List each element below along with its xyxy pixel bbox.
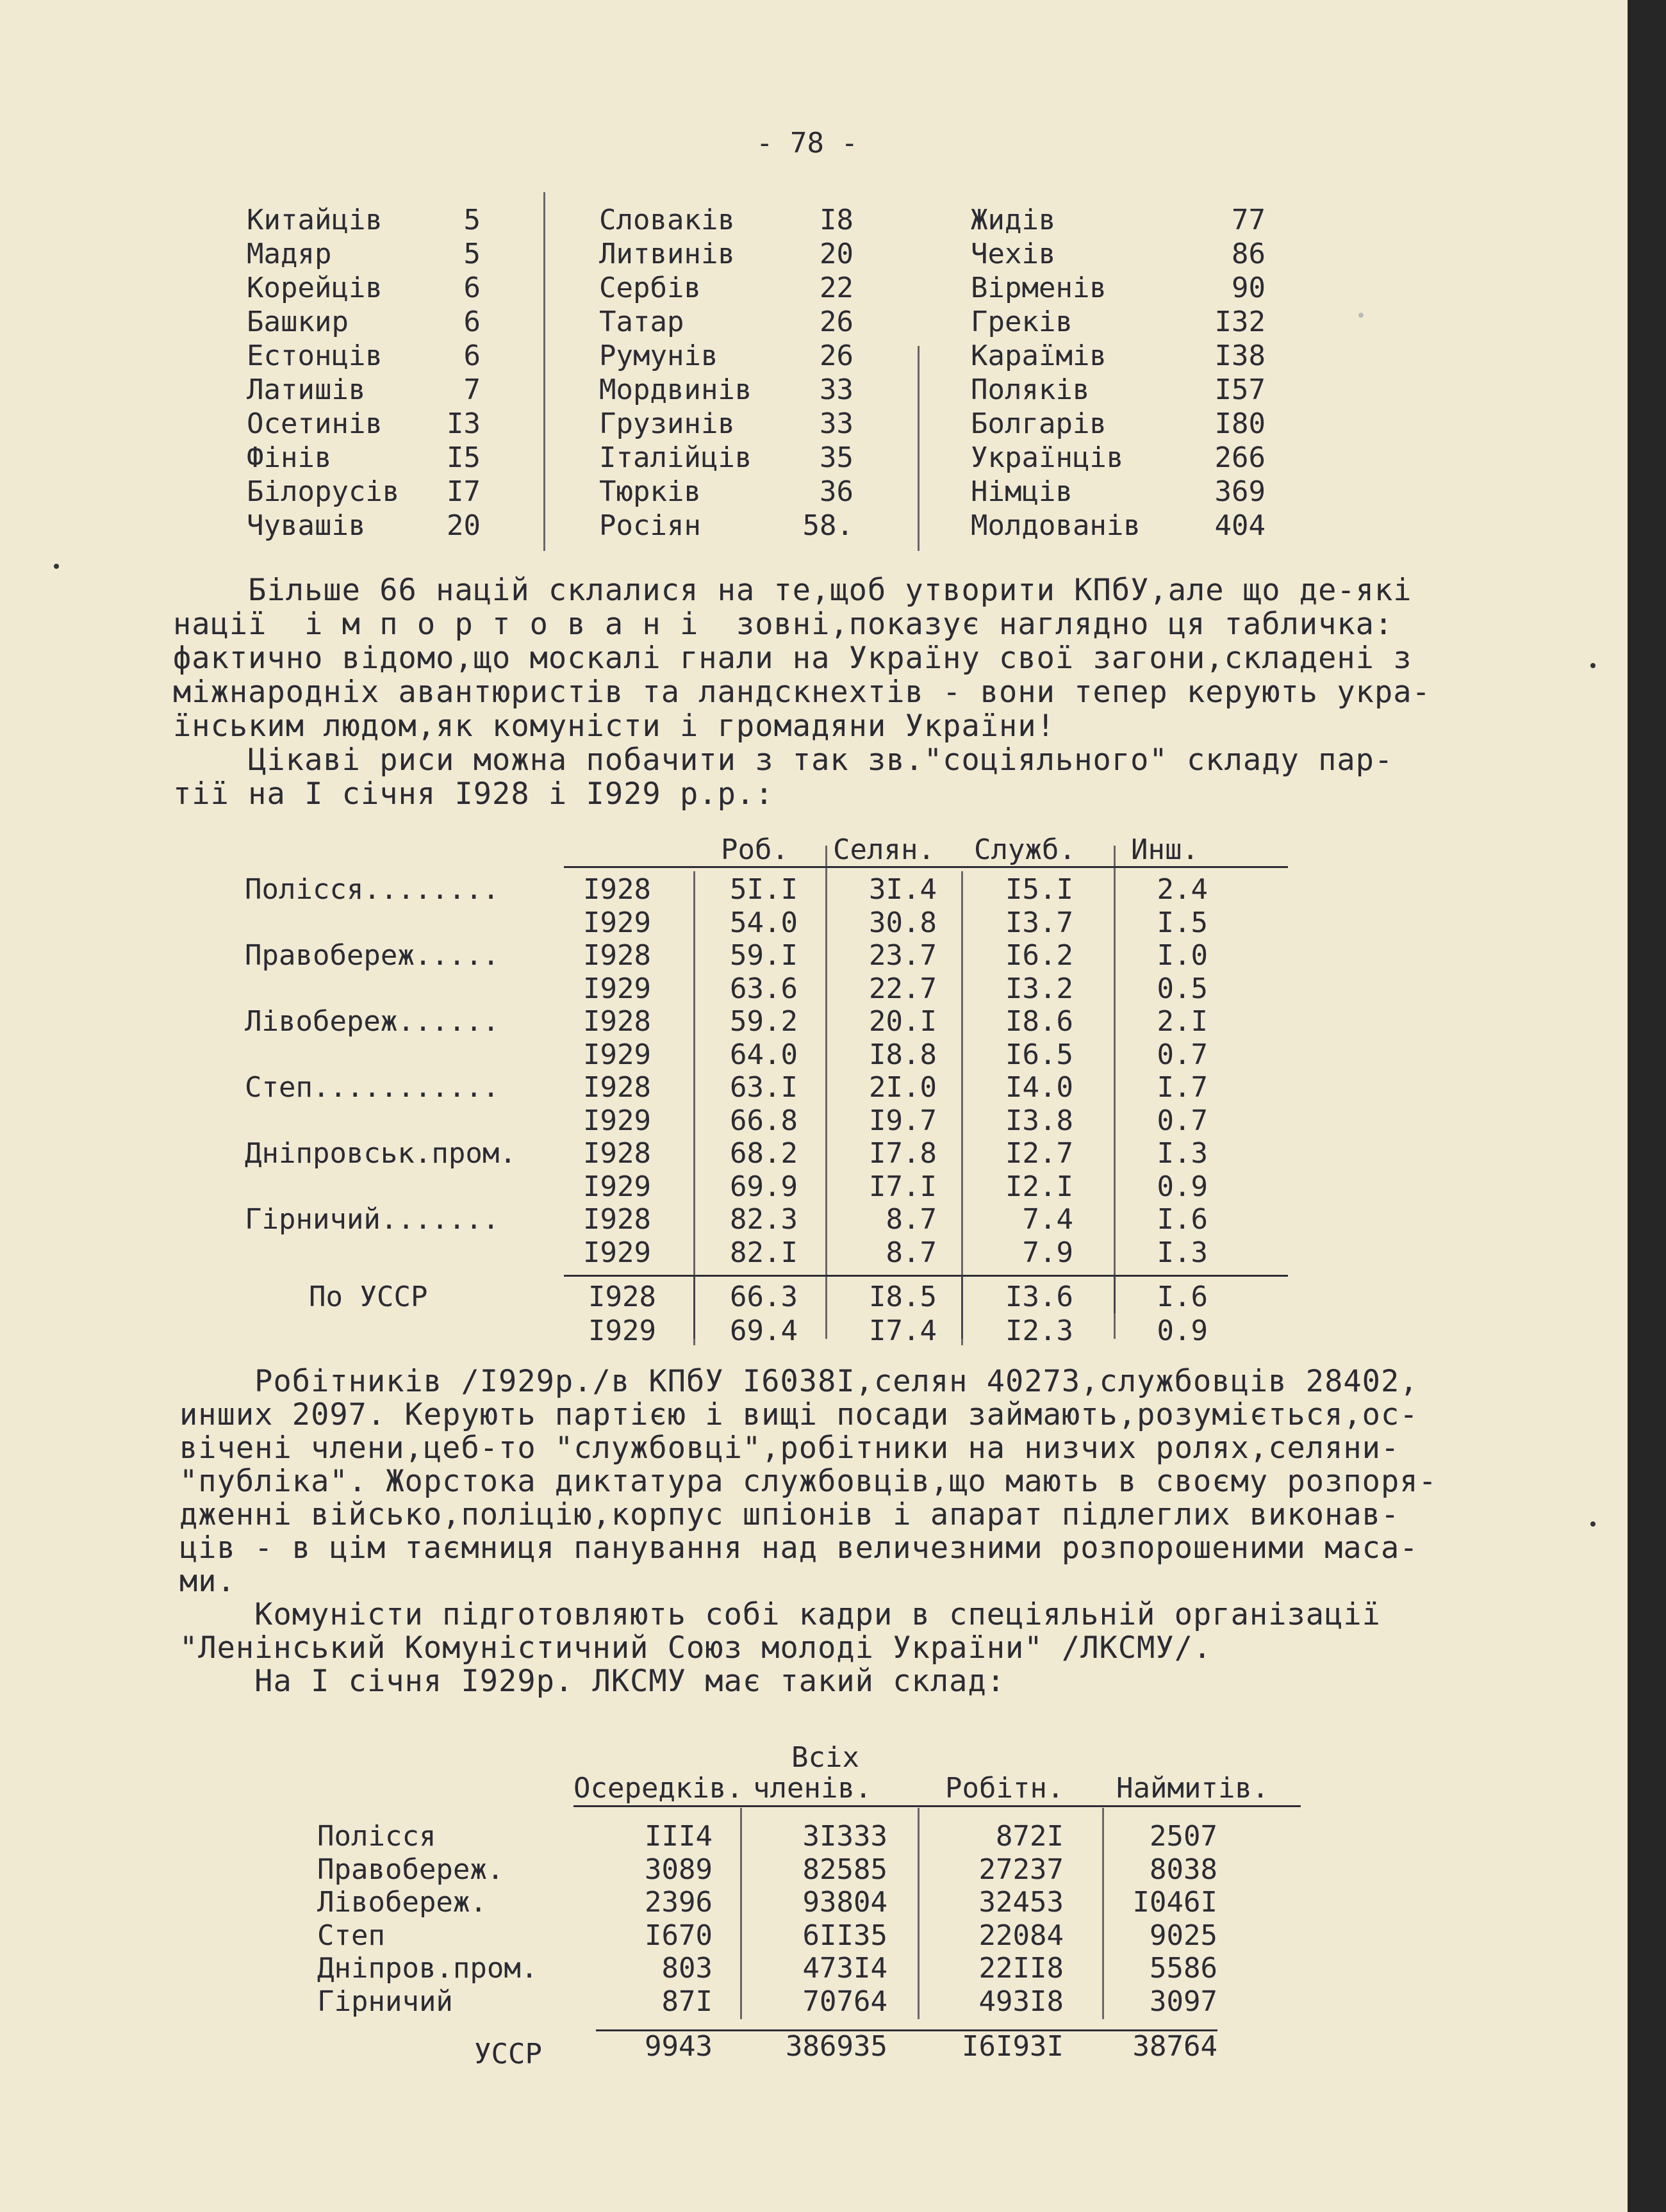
officials-pct: I3.8 <box>1005 1104 1073 1137</box>
column-header: Инш. <box>1131 833 1199 866</box>
hired-count: 3097 <box>1150 1985 1217 2018</box>
year-cell: I929 <box>583 1236 651 1269</box>
column-header: Селян. <box>833 833 935 866</box>
column-header: Робітн. <box>945 1772 1064 1805</box>
nationality-count: 6 <box>463 306 481 338</box>
workers-pct: 5I.I <box>730 873 798 906</box>
members-count: 3I333 <box>802 1820 887 1853</box>
other-pct: 0.7 <box>1157 1038 1208 1071</box>
officials-pct: I8.6 <box>1005 1005 1073 1038</box>
nationality-count: 5 <box>463 238 481 270</box>
nationality-name: Румунів <box>599 340 718 372</box>
officials-pct: I2.7 <box>1005 1137 1073 1170</box>
officials-pct: 7.9 <box>1022 1236 1073 1269</box>
workers-pct: 69.4 <box>730 1315 798 1347</box>
nationality-name: Китайців <box>247 204 383 236</box>
workers-pct: 82.3 <box>730 1203 798 1236</box>
peasants-pct: I8.5 <box>869 1281 937 1313</box>
text-line: фактично відомо,що москалі гнали на Україну свої загони,складені з <box>173 641 1412 676</box>
nationality-count: 6 <box>463 340 481 372</box>
year-cell: I928 <box>583 1071 651 1104</box>
nationality-name: Тюрків <box>599 475 701 508</box>
other-pct: 2.4 <box>1157 873 1208 906</box>
workers-pct: 66.3 <box>730 1281 798 1313</box>
region-label: Правобереж. <box>317 1853 504 1886</box>
hired-count: 9025 <box>1150 1919 1217 1952</box>
column-header: Осередків. <box>573 1772 743 1805</box>
speck-mark <box>1590 1521 1596 1527</box>
region-label: Гірничий....... <box>245 1203 500 1236</box>
year-cell: I929 <box>583 906 651 939</box>
year-cell: I929 <box>583 1038 651 1071</box>
other-pct: 2.I <box>1157 1005 1208 1038</box>
nationality-count: I32 <box>1214 306 1266 338</box>
nationality-name: Вірменів <box>971 272 1107 304</box>
year-cell: I928 <box>583 873 651 906</box>
nationality-count: I8 <box>820 204 854 236</box>
officials-pct: I3.7 <box>1005 906 1073 939</box>
region-label: Гірничий <box>317 1985 453 2018</box>
nationality-count: 266 <box>1214 441 1266 474</box>
nationality-name: Фінів <box>247 441 332 474</box>
nationality-count: 35 <box>820 441 854 474</box>
officials-pct: I3.2 <box>1005 972 1073 1005</box>
peasants-pct: 23.7 <box>869 939 937 972</box>
nationality-count: 26 <box>820 340 854 372</box>
cells-count: 803 <box>661 1952 713 1985</box>
nationality-count: 77 <box>1232 204 1266 236</box>
nationality-name: Естонців <box>247 340 383 372</box>
nationality-name: Молдованів <box>971 509 1141 542</box>
text-line: "Ленінський Комуністичний Союз молоді України" /ЛКСМУ/. <box>179 1630 1212 1666</box>
nationality-count: 26 <box>820 306 854 338</box>
region-label: Правобереж..... <box>245 939 500 972</box>
nationality-name: Чувашів <box>247 509 366 542</box>
other-pct: 0.9 <box>1157 1170 1208 1203</box>
peasants-pct: I9.7 <box>869 1104 937 1137</box>
nationality-count: I7 <box>447 475 481 508</box>
nationality-name: Латишів <box>247 373 366 406</box>
text-line: "публіка". Жорстока диктатура службовців,що мають в своєму розпоря- <box>179 1464 1437 1499</box>
hired-count: I046I <box>1132 1886 1217 1919</box>
nationality-count: I3 <box>447 407 481 440</box>
hired-count: 5586 <box>1150 1952 1217 1985</box>
nationality-name: Мордвинів <box>599 373 752 406</box>
nationality-name: Жидів <box>971 204 1056 236</box>
officials-pct: I3.6 <box>1005 1281 1073 1313</box>
nationality-name: Сербів <box>599 272 701 304</box>
nationality-count: I57 <box>1214 373 1266 406</box>
workers-count: 22II8 <box>978 1952 1064 1985</box>
column-header: членів. <box>753 1772 872 1805</box>
nationality-count: 33 <box>820 373 854 406</box>
column-header: Служб. <box>974 833 1076 866</box>
region-label: Степ........... <box>245 1071 500 1104</box>
workers-pct: 54.0 <box>730 906 798 939</box>
other-pct: 0.9 <box>1157 1315 1208 1347</box>
peasants-pct: 30.8 <box>869 906 937 939</box>
total-label: УССР <box>474 2038 542 2070</box>
column-header: Роб. <box>721 833 789 866</box>
workers-count: 872I <box>996 1820 1064 1853</box>
nationality-name: Росіян <box>599 509 701 542</box>
text-line: Більше 66 націй склалися на те,щоб утворити КПбУ,але що де-які <box>173 573 1412 608</box>
hired-count: 2507 <box>1150 1820 1217 1853</box>
nationality-count: 36 <box>820 475 854 508</box>
nationality-count: 58. <box>802 509 854 542</box>
text-line: Цікаві риси можна побачити з так зв."соціяльного" складу пар- <box>173 742 1394 778</box>
region-label: Лівобереж...... <box>245 1005 500 1038</box>
nationality-count: 404 <box>1214 509 1266 542</box>
peasants-pct: 8.7 <box>886 1203 937 1236</box>
peasants-pct: 20.I <box>869 1005 937 1038</box>
peasants-pct: I8.8 <box>869 1038 937 1071</box>
region-label: Полісся........ <box>245 873 500 906</box>
text-line: ців - в цім таємниця панування над величезними розпорошеними маса- <box>179 1530 1419 1566</box>
officials-pct: I2.3 <box>1005 1315 1073 1347</box>
nationality-name: Білорусів <box>247 475 400 508</box>
workers-pct: 82.I <box>730 1236 798 1269</box>
workers-count: I6I93I <box>962 2030 1064 2063</box>
cells-count: 9943 <box>645 2030 713 2063</box>
nationality-name: Корейців <box>247 272 383 304</box>
region-label: Лівобереж. <box>317 1886 487 1919</box>
cells-count: I670 <box>645 1919 713 1952</box>
workers-pct: 68.2 <box>730 1137 798 1170</box>
text-line: вічені члени,цеб-то "службовці",робітники на низчих ролях,селяни- <box>179 1430 1400 1466</box>
total-label: По УССР <box>309 1281 428 1313</box>
region-label: Полісся <box>317 1820 436 1853</box>
year-cell: I928 <box>583 1137 651 1170</box>
other-pct: I.6 <box>1157 1203 1208 1236</box>
other-pct: 0.5 <box>1157 972 1208 1005</box>
workers-count: 493I8 <box>978 1985 1064 2018</box>
nationality-count: 86 <box>1232 238 1266 270</box>
officials-pct: I2.I <box>1005 1170 1073 1203</box>
nationality-count: I38 <box>1214 340 1266 372</box>
scan-edge <box>1628 0 1666 2212</box>
workers-pct: 63.6 <box>730 972 798 1005</box>
region-label: Дніпров.пром. <box>317 1952 538 1985</box>
year-cell: I929 <box>583 1104 651 1137</box>
hired-count: 38764 <box>1132 2030 1217 2063</box>
workers-count: 22084 <box>978 1919 1064 1952</box>
nationality-name: Литвинів <box>599 238 735 270</box>
other-pct: I.7 <box>1157 1071 1208 1104</box>
peasants-pct: 3I.4 <box>869 873 937 906</box>
nationality-count: I80 <box>1214 407 1266 440</box>
peasants-pct: I7.4 <box>869 1315 937 1347</box>
other-pct: 0.7 <box>1157 1104 1208 1137</box>
hired-count: 8038 <box>1150 1853 1217 1886</box>
nationality-name: Греків <box>971 306 1073 338</box>
officials-pct: I6.5 <box>1005 1038 1073 1071</box>
officials-pct: I4.0 <box>1005 1071 1073 1104</box>
members-count: 70764 <box>802 1985 887 2018</box>
officials-pct: I5.I <box>1005 873 1073 906</box>
peasants-pct: I7.I <box>869 1170 937 1203</box>
workers-pct: 64.0 <box>730 1038 798 1071</box>
other-pct: I.3 <box>1157 1236 1208 1269</box>
nationality-name: Грузинів <box>599 407 735 440</box>
peasants-pct: 8.7 <box>886 1236 937 1269</box>
peasants-pct: 22.7 <box>869 972 937 1005</box>
nationality-name: Німців <box>971 475 1073 508</box>
text-line: ми. <box>179 1564 236 1599</box>
officials-pct: 7.4 <box>1022 1203 1073 1236</box>
nationality-count: 20 <box>447 509 481 542</box>
other-pct: I.6 <box>1157 1281 1208 1313</box>
nationality-name: Чехів <box>971 238 1056 270</box>
column-header: Наймитів. <box>1116 1772 1269 1805</box>
other-pct: I.5 <box>1157 906 1208 939</box>
text-line: їнським людом,як комуністи і громадяни України! <box>173 709 1055 744</box>
cells-count: 3089 <box>645 1853 713 1886</box>
region-label: Дніпровськ.пром. <box>245 1137 516 1170</box>
cells-count: III4 <box>645 1820 713 1853</box>
nationality-count: 7 <box>463 373 481 406</box>
text-line: міжнародніх авантюристів та ландскнехтів - вони тепер керують укра- <box>173 675 1431 710</box>
nationality-name: Башкир <box>247 306 349 338</box>
text-line: тії на I січня I928 і I929 р.р.: <box>173 776 774 812</box>
lksmu-header-top: Всіх <box>791 1741 859 1774</box>
nationality-name: Татар <box>599 306 684 338</box>
year-cell: I928 <box>588 1281 656 1313</box>
nationality-name: Поляків <box>971 373 1090 406</box>
workers-pct: 66.8 <box>730 1104 798 1137</box>
year-cell: I928 <box>583 1203 651 1236</box>
members-count: 473I4 <box>802 1952 887 1985</box>
peasants-pct: I7.8 <box>869 1137 937 1170</box>
speck-mark <box>1590 663 1596 668</box>
nationality-name: Осетинів <box>247 407 383 440</box>
nationality-count: 369 <box>1214 475 1266 508</box>
year-cell: I928 <box>583 1005 651 1038</box>
nationality-count: 5 <box>463 204 481 236</box>
cells-count: 87I <box>661 1985 713 2018</box>
year-cell: I928 <box>583 939 651 972</box>
text-line: нації і м п о р т о в а н і зовні,показує наглядно ця табличка: <box>173 607 1394 642</box>
speck-mark <box>1358 313 1364 318</box>
nationality-name: Мадяр <box>247 238 332 270</box>
nationality-name: Словаків <box>599 204 735 236</box>
workers-pct: 63.I <box>730 1071 798 1104</box>
other-pct: I.0 <box>1157 939 1208 972</box>
nationality-count: 20 <box>820 238 854 270</box>
peasants-pct: 2I.0 <box>869 1071 937 1104</box>
workers-pct: 69.9 <box>730 1170 798 1203</box>
workers-count: 32453 <box>978 1886 1064 1919</box>
members-count: 6II35 <box>802 1919 887 1952</box>
text-line: дженні військо,поліцію,корпус шпіонів і апарат підлеглих виконав- <box>179 1497 1400 1532</box>
page-number: - 78 - <box>756 127 858 160</box>
nationality-count: 6 <box>463 272 481 304</box>
nationality-count: 22 <box>820 272 854 304</box>
nationality-name: Болгарів <box>971 407 1107 440</box>
region-label: Степ <box>317 1919 385 1952</box>
members-count: 386935 <box>786 2030 887 2063</box>
nationality-name: Караїмів <box>971 340 1107 372</box>
text-line: Комуністи підготовляють собі кадри в спеціяльній організації <box>179 1597 1381 1632</box>
nationality-name: Італійців <box>599 441 752 474</box>
other-pct: I.3 <box>1157 1137 1208 1170</box>
text-line: инших 2097. Керують партією і вищі посади займають,розуміється,ос- <box>179 1397 1419 1432</box>
year-cell: I929 <box>588 1315 656 1347</box>
workers-pct: 59.I <box>730 939 798 972</box>
members-count: 93804 <box>802 1886 887 1919</box>
nationality-count: 90 <box>1232 272 1266 304</box>
nationality-count: I5 <box>447 441 481 474</box>
speck-mark <box>54 564 59 569</box>
workers-count: 27237 <box>978 1853 1064 1886</box>
cells-count: 2396 <box>645 1886 713 1919</box>
year-cell: I929 <box>583 972 651 1005</box>
officials-pct: I6.2 <box>1005 939 1073 972</box>
text-line: На I січня I929р. ЛКСМУ має такий склад: <box>179 1664 1006 1699</box>
members-count: 82585 <box>802 1853 887 1886</box>
workers-pct: 59.2 <box>730 1005 798 1038</box>
nationality-name: Українців <box>971 441 1124 474</box>
nationality-count: 33 <box>820 407 854 440</box>
text-line: Робітників /I929р./в КПбУ I6038I,селян 40273,службовців 28402, <box>179 1364 1419 1399</box>
year-cell: I929 <box>583 1170 651 1203</box>
